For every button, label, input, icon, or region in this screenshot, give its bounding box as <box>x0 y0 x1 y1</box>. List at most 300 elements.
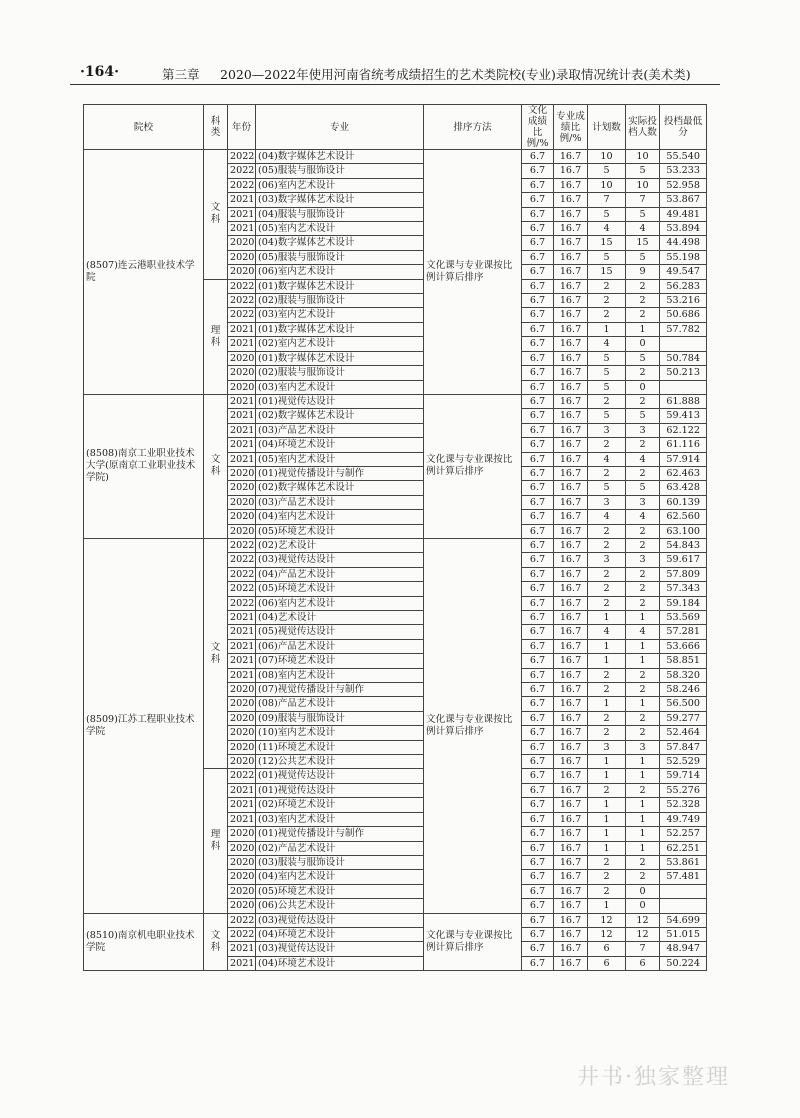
major-ratio-cell: 16.7 <box>554 510 588 524</box>
admitted-cell: 2 <box>626 855 660 869</box>
culture-ratio-cell: 6.7 <box>522 279 554 293</box>
plan-cell: 2 <box>588 884 626 898</box>
year-cell: 2021 <box>228 783 256 797</box>
major-ratio-cell: 16.7 <box>554 668 588 682</box>
min-score-cell <box>660 899 707 913</box>
year-cell: 2020 <box>228 524 256 538</box>
sort-method: 文化课与专业课按比例计算后排序 <box>424 538 522 913</box>
culture-ratio-cell: 6.7 <box>522 150 554 164</box>
table-body <box>84 150 707 971</box>
min-score-cell: 53.861 <box>660 855 707 869</box>
major-cell: (04)数字媒体艺术设计 <box>256 236 424 250</box>
col-sort: 排序方法 <box>424 105 522 150</box>
admitted-cell: 0 <box>626 899 660 913</box>
year-cell: 2021 <box>228 409 256 423</box>
col-major-ratio: 专业成绩比例/% <box>554 105 588 150</box>
col-school: 院校 <box>84 105 204 150</box>
culture-ratio-cell: 6.7 <box>522 582 554 596</box>
culture-ratio-cell: 6.7 <box>522 899 554 913</box>
min-score-cell: 55.276 <box>660 783 707 797</box>
min-score-cell: 59.714 <box>660 769 707 783</box>
year-cell: 2022 <box>228 279 256 293</box>
admission-table <box>83 104 707 971</box>
admitted-cell: 1 <box>626 769 660 783</box>
plan-cell: 1 <box>588 899 626 913</box>
major-cell: (03)数字媒体艺术设计 <box>256 193 424 207</box>
plan-cell: 1 <box>588 841 626 855</box>
plan-cell: 10 <box>588 178 626 192</box>
admitted-cell: 1 <box>626 322 660 336</box>
major-cell: (03)室内艺术设计 <box>256 812 424 826</box>
school-name: (8509)江苏工程职业技术学院 <box>84 538 204 913</box>
min-score-cell: 56.283 <box>660 279 707 293</box>
major-ratio-cell: 16.7 <box>554 308 588 322</box>
min-score-cell: 53.867 <box>660 193 707 207</box>
major-ratio-cell: 16.7 <box>554 409 588 423</box>
major-cell: (05)服装与服饰设计 <box>256 250 424 264</box>
plan-cell: 2 <box>588 279 626 293</box>
major-ratio-cell: 16.7 <box>554 956 588 970</box>
min-score-cell: 50.224 <box>660 956 707 970</box>
plan-cell: 5 <box>588 380 626 394</box>
min-score-cell: 57.847 <box>660 740 707 754</box>
plan-cell: 7 <box>588 193 626 207</box>
min-score-cell: 51.015 <box>660 927 707 941</box>
category-cell: 理科 <box>204 769 228 913</box>
major-ratio-cell: 16.7 <box>554 538 588 552</box>
min-score-cell: 59.617 <box>660 553 707 567</box>
culture-ratio-cell: 6.7 <box>522 178 554 192</box>
major-cell: (02)服装与服饰设计 <box>256 294 424 308</box>
admitted-cell: 5 <box>626 351 660 365</box>
admitted-cell: 2 <box>626 596 660 610</box>
major-cell: (01)数字媒体艺术设计 <box>256 322 424 336</box>
plan-cell: 5 <box>588 351 626 365</box>
culture-ratio-cell: 6.7 <box>522 394 554 408</box>
major-ratio-cell: 16.7 <box>554 884 588 898</box>
admitted-cell: 2 <box>626 711 660 725</box>
min-score-cell: 57.343 <box>660 582 707 596</box>
major-cell: (04)环境艺术设计 <box>256 438 424 452</box>
year-cell: 2021 <box>228 956 256 970</box>
major-ratio-cell: 16.7 <box>554 625 588 639</box>
year-cell: 2020 <box>228 755 256 769</box>
major-cell: (11)环境艺术设计 <box>256 740 424 754</box>
plan-cell: 15 <box>588 265 626 279</box>
category-cell: 文科 <box>204 538 228 769</box>
plan-cell: 1 <box>588 755 626 769</box>
major-ratio-cell: 16.7 <box>554 337 588 351</box>
plan-cell: 2 <box>588 596 626 610</box>
year-cell: 2020 <box>228 380 256 394</box>
major-cell: (06)公共艺术设计 <box>256 899 424 913</box>
major-ratio-cell: 16.7 <box>554 164 588 178</box>
admitted-cell: 2 <box>626 783 660 797</box>
year-cell: 2022 <box>228 164 256 178</box>
admitted-cell: 10 <box>626 150 660 164</box>
admitted-cell: 0 <box>626 884 660 898</box>
culture-ratio-cell: 6.7 <box>522 740 554 754</box>
culture-ratio-cell: 6.7 <box>522 337 554 351</box>
year-cell: 2020 <box>228 740 256 754</box>
year-cell: 2021 <box>228 193 256 207</box>
plan-cell: 1 <box>588 827 626 841</box>
admitted-cell: 1 <box>626 654 660 668</box>
admitted-cell: 5 <box>626 481 660 495</box>
admitted-cell: 9 <box>626 265 660 279</box>
min-score-cell <box>660 884 707 898</box>
major-ratio-cell: 16.7 <box>554 236 588 250</box>
plan-cell: 2 <box>588 567 626 581</box>
culture-ratio-cell: 6.7 <box>522 683 554 697</box>
plan-cell: 3 <box>588 495 626 509</box>
plan-cell: 1 <box>588 697 626 711</box>
admitted-cell: 4 <box>626 452 660 466</box>
admitted-cell: 2 <box>626 466 660 480</box>
plan-cell: 1 <box>588 322 626 336</box>
major-ratio-cell: 16.7 <box>554 870 588 884</box>
culture-ratio-cell: 6.7 <box>522 294 554 308</box>
min-score-cell: 52.464 <box>660 726 707 740</box>
year-cell: 2020 <box>228 899 256 913</box>
sort-method: 文化课与专业课按比例计算后排序 <box>424 150 522 395</box>
major-cell: (01)视觉传达设计 <box>256 783 424 797</box>
admitted-cell: 7 <box>626 942 660 956</box>
culture-ratio-cell: 6.7 <box>522 380 554 394</box>
major-ratio-cell: 16.7 <box>554 596 588 610</box>
culture-ratio-cell: 6.7 <box>522 711 554 725</box>
major-ratio-cell: 16.7 <box>554 769 588 783</box>
min-score-cell: 44.498 <box>660 236 707 250</box>
year-cell: 2020 <box>228 683 256 697</box>
major-cell: (01)视觉传达设计 <box>256 394 424 408</box>
min-score-cell: 63.100 <box>660 524 707 538</box>
min-score-cell: 52.529 <box>660 755 707 769</box>
major-ratio-cell: 16.7 <box>554 582 588 596</box>
admitted-cell: 0 <box>626 337 660 351</box>
col-category: 科类 <box>204 105 228 150</box>
plan-cell: 4 <box>588 625 626 639</box>
year-cell: 2020 <box>228 236 256 250</box>
major-ratio-cell: 16.7 <box>554 207 588 221</box>
min-score-cell: 59.413 <box>660 409 707 423</box>
footer-watermark: 井书·独家整理 <box>577 1065 730 1090</box>
page-header <box>70 58 720 85</box>
major-ratio-cell: 16.7 <box>554 827 588 841</box>
major-cell: (02)产品艺术设计 <box>256 841 424 855</box>
major-cell: (02)环境艺术设计 <box>256 798 424 812</box>
min-score-cell: 59.277 <box>660 711 707 725</box>
plan-cell: 2 <box>588 524 626 538</box>
plan-cell: 3 <box>588 423 626 437</box>
major-cell: (12)公共艺术设计 <box>256 755 424 769</box>
major-cell: (02)数字媒体艺术设计 <box>256 409 424 423</box>
min-score-cell: 57.914 <box>660 452 707 466</box>
major-ratio-cell: 16.7 <box>554 423 588 437</box>
major-cell: (05)服装与服饰设计 <box>256 164 424 178</box>
major-cell: (01)视觉传播设计与制作 <box>256 466 424 480</box>
major-cell: (05)环境艺术设计 <box>256 524 424 538</box>
year-cell: 2021 <box>228 337 256 351</box>
min-score-cell: 56.500 <box>660 697 707 711</box>
min-score-cell <box>660 337 707 351</box>
year-cell: 2022 <box>228 927 256 941</box>
plan-cell: 5 <box>588 250 626 264</box>
admitted-cell: 2 <box>626 567 660 581</box>
culture-ratio-cell: 6.7 <box>522 870 554 884</box>
min-score-cell: 49.547 <box>660 265 707 279</box>
year-cell: 2020 <box>228 250 256 264</box>
culture-ratio-cell: 6.7 <box>522 668 554 682</box>
major-cell: (01)数字媒体艺术设计 <box>256 351 424 365</box>
major-ratio-cell: 16.7 <box>554 150 588 164</box>
culture-ratio-cell: 6.7 <box>522 625 554 639</box>
culture-ratio-cell: 6.7 <box>522 495 554 509</box>
culture-ratio-cell: 6.7 <box>522 366 554 380</box>
culture-ratio-cell: 6.7 <box>522 524 554 538</box>
major-ratio-cell: 16.7 <box>554 553 588 567</box>
year-cell: 2020 <box>228 884 256 898</box>
school-name: (8508)南京工业职业技术大学(原南京工业职业技术学院) <box>84 394 204 538</box>
major-cell: (03)服装与服饰设计 <box>256 855 424 869</box>
culture-ratio-cell: 6.7 <box>522 409 554 423</box>
admitted-cell: 3 <box>626 495 660 509</box>
major-ratio-cell: 16.7 <box>554 639 588 653</box>
year-cell: 2021 <box>228 322 256 336</box>
year-cell: 2021 <box>228 942 256 956</box>
major-ratio-cell: 16.7 <box>554 927 588 941</box>
admitted-cell: 1 <box>626 798 660 812</box>
admitted-cell: 1 <box>626 697 660 711</box>
culture-ratio-cell: 6.7 <box>522 611 554 625</box>
min-score-cell: 57.782 <box>660 322 707 336</box>
year-cell: 2020 <box>228 841 256 855</box>
major-ratio-cell: 16.7 <box>554 711 588 725</box>
culture-ratio-cell: 6.7 <box>522 466 554 480</box>
plan-cell: 4 <box>588 222 626 236</box>
major-ratio-cell: 16.7 <box>554 942 588 956</box>
major-ratio-cell: 16.7 <box>554 452 588 466</box>
plan-cell: 2 <box>588 711 626 725</box>
min-score-cell: 49.481 <box>660 207 707 221</box>
major-cell: (01)数字媒体艺术设计 <box>256 279 424 293</box>
major-ratio-cell: 16.7 <box>554 683 588 697</box>
major-cell: (05)室内艺术设计 <box>256 452 424 466</box>
min-score-cell <box>660 380 707 394</box>
major-cell: (03)产品艺术设计 <box>256 423 424 437</box>
culture-ratio-cell: 6.7 <box>522 351 554 365</box>
plan-cell: 12 <box>588 927 626 941</box>
plan-cell: 15 <box>588 236 626 250</box>
admitted-cell: 0 <box>626 380 660 394</box>
major-ratio-cell: 16.7 <box>554 654 588 668</box>
admitted-cell: 2 <box>626 524 660 538</box>
culture-ratio-cell: 6.7 <box>522 596 554 610</box>
major-ratio-cell: 16.7 <box>554 193 588 207</box>
major-ratio-cell: 16.7 <box>554 899 588 913</box>
year-cell: 2020 <box>228 697 256 711</box>
min-score-cell: 57.481 <box>660 870 707 884</box>
major-ratio-cell: 16.7 <box>554 322 588 336</box>
major-cell: (04)室内艺术设计 <box>256 870 424 884</box>
major-ratio-cell: 16.7 <box>554 740 588 754</box>
min-score-cell: 57.281 <box>660 625 707 639</box>
year-cell: 2022 <box>228 178 256 192</box>
year-cell: 2020 <box>228 827 256 841</box>
major-cell: (03)产品艺术设计 <box>256 495 424 509</box>
culture-ratio-cell: 6.7 <box>522 423 554 437</box>
major-ratio-cell: 16.7 <box>554 567 588 581</box>
culture-ratio-cell: 6.7 <box>522 913 554 927</box>
major-ratio-cell: 16.7 <box>554 265 588 279</box>
culture-ratio-cell: 6.7 <box>522 654 554 668</box>
min-score-cell: 53.894 <box>660 222 707 236</box>
culture-ratio-cell: 6.7 <box>522 697 554 711</box>
min-score-cell: 53.666 <box>660 639 707 653</box>
major-ratio-cell: 16.7 <box>554 380 588 394</box>
min-score-cell: 50.686 <box>660 308 707 322</box>
plan-cell: 4 <box>588 510 626 524</box>
culture-ratio-cell: 6.7 <box>522 236 554 250</box>
admitted-cell: 1 <box>626 611 660 625</box>
year-cell: 2020 <box>228 366 256 380</box>
major-cell: (04)室内艺术设计 <box>256 510 424 524</box>
major-cell: (06)室内艺术设计 <box>256 265 424 279</box>
admitted-cell: 2 <box>626 294 660 308</box>
admitted-cell: 4 <box>626 222 660 236</box>
admitted-cell: 5 <box>626 250 660 264</box>
admitted-cell: 3 <box>626 740 660 754</box>
major-ratio-cell: 16.7 <box>554 438 588 452</box>
major-ratio-cell: 16.7 <box>554 755 588 769</box>
major-cell: (03)室内艺术设计 <box>256 308 424 322</box>
major-cell: (03)视觉传达设计 <box>256 553 424 567</box>
plan-cell: 6 <box>588 956 626 970</box>
year-cell: 2021 <box>228 611 256 625</box>
admitted-cell: 2 <box>626 538 660 552</box>
admitted-cell: 10 <box>626 178 660 192</box>
culture-ratio-cell: 6.7 <box>522 942 554 956</box>
major-cell: (04)艺术设计 <box>256 611 424 625</box>
min-score-cell: 54.699 <box>660 913 707 927</box>
major-cell: (02)室内艺术设计 <box>256 337 424 351</box>
culture-ratio-cell: 6.7 <box>522 812 554 826</box>
year-cell: 2021 <box>228 438 256 452</box>
min-score-cell: 48.947 <box>660 942 707 956</box>
major-cell: (02)服装与服饰设计 <box>256 366 424 380</box>
major-cell: (04)环境艺术设计 <box>256 927 424 941</box>
min-score-cell: 50.784 <box>660 351 707 365</box>
min-score-cell: 49.749 <box>660 812 707 826</box>
plan-cell: 5 <box>588 409 626 423</box>
major-ratio-cell: 16.7 <box>554 279 588 293</box>
col-min-score: 投档最低分 <box>660 105 707 150</box>
admitted-cell: 3 <box>626 553 660 567</box>
year-cell: 2021 <box>228 207 256 221</box>
col-plan: 计划数 <box>588 105 626 150</box>
year-cell: 2021 <box>228 423 256 437</box>
culture-ratio-cell: 6.7 <box>522 755 554 769</box>
year-cell: 2022 <box>228 553 256 567</box>
culture-ratio-cell: 6.7 <box>522 855 554 869</box>
plan-cell: 2 <box>588 308 626 322</box>
col-admitted: 实际投档人数 <box>626 105 660 150</box>
major-ratio-cell: 16.7 <box>554 524 588 538</box>
major-ratio-cell: 16.7 <box>554 913 588 927</box>
major-ratio-cell: 16.7 <box>554 294 588 308</box>
year-cell: 2022 <box>228 596 256 610</box>
admitted-cell: 2 <box>626 870 660 884</box>
culture-ratio-cell: 6.7 <box>522 250 554 264</box>
major-cell: (06)室内艺术设计 <box>256 178 424 192</box>
major-ratio-cell: 16.7 <box>554 697 588 711</box>
plan-cell: 2 <box>588 855 626 869</box>
plan-cell: 2 <box>588 438 626 452</box>
table-row <box>84 394 707 408</box>
culture-ratio-cell: 6.7 <box>522 207 554 221</box>
admitted-cell: 7 <box>626 193 660 207</box>
culture-ratio-cell: 6.7 <box>522 193 554 207</box>
major-cell: (05)环境艺术设计 <box>256 582 424 596</box>
year-cell: 2020 <box>228 510 256 524</box>
category-cell: 理科 <box>204 279 228 394</box>
min-score-cell: 53.569 <box>660 611 707 625</box>
admitted-cell: 12 <box>626 913 660 927</box>
min-score-cell: 62.122 <box>660 423 707 437</box>
category-cell: 文科 <box>204 394 228 538</box>
min-score-cell: 52.328 <box>660 798 707 812</box>
culture-ratio-cell: 6.7 <box>522 538 554 552</box>
culture-ratio-cell: 6.7 <box>522 308 554 322</box>
year-cell: 2022 <box>228 538 256 552</box>
culture-ratio-cell: 6.7 <box>522 827 554 841</box>
year-cell: 2020 <box>228 481 256 495</box>
plan-cell: 2 <box>588 668 626 682</box>
major-ratio-cell: 16.7 <box>554 783 588 797</box>
min-score-cell: 58.851 <box>660 654 707 668</box>
major-cell: (10)室内艺术设计 <box>256 726 424 740</box>
year-cell: 2021 <box>228 812 256 826</box>
year-cell: 2020 <box>228 495 256 509</box>
table-header-row <box>84 105 707 150</box>
culture-ratio-cell: 6.7 <box>522 841 554 855</box>
culture-ratio-cell: 6.7 <box>522 798 554 812</box>
min-score-cell: 52.958 <box>660 178 707 192</box>
plan-cell: 5 <box>588 164 626 178</box>
min-score-cell: 62.251 <box>660 841 707 855</box>
major-cell: (04)环境艺术设计 <box>256 956 424 970</box>
major-cell: (07)环境艺术设计 <box>256 654 424 668</box>
major-ratio-cell: 16.7 <box>554 481 588 495</box>
major-ratio-cell: 16.7 <box>554 222 588 236</box>
year-cell: 2022 <box>228 150 256 164</box>
min-score-cell: 50.213 <box>660 366 707 380</box>
year-cell: 2021 <box>228 798 256 812</box>
plan-cell: 5 <box>588 366 626 380</box>
major-ratio-cell: 16.7 <box>554 726 588 740</box>
culture-ratio-cell: 6.7 <box>522 639 554 653</box>
culture-ratio-cell: 6.7 <box>522 553 554 567</box>
year-cell: 2021 <box>228 452 256 466</box>
min-score-cell: 55.540 <box>660 150 707 164</box>
min-score-cell: 61.888 <box>660 394 707 408</box>
year-cell: 2021 <box>228 222 256 236</box>
min-score-cell: 62.560 <box>660 510 707 524</box>
culture-ratio-cell: 6.7 <box>522 726 554 740</box>
major-ratio-cell: 16.7 <box>554 178 588 192</box>
admitted-cell: 15 <box>626 236 660 250</box>
admitted-cell: 5 <box>626 164 660 178</box>
